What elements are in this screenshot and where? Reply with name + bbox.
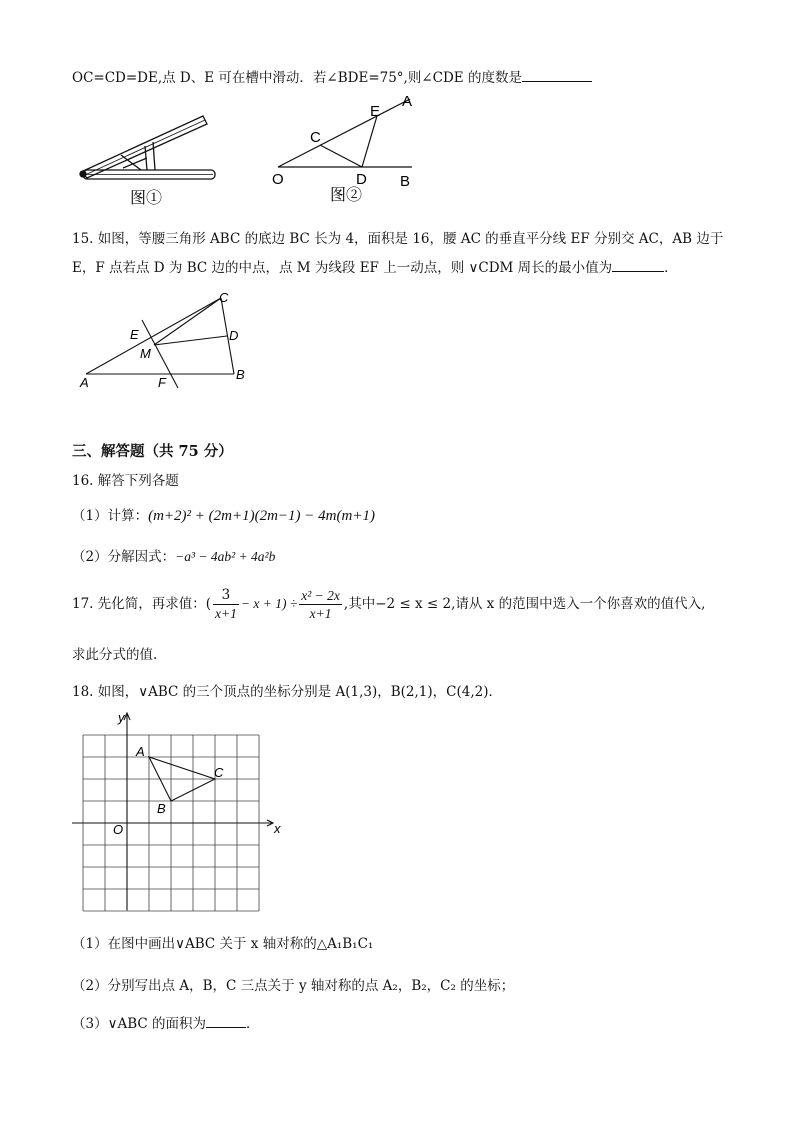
- q15-answer-blank: [612, 257, 664, 272]
- label-D: D: [356, 171, 367, 188]
- point-A-label: A: [136, 744, 145, 759]
- q18-part3: （3）∨ABC 的面积为 ．: [72, 1012, 260, 1032]
- q15-line1: 15. 如图，等腰三角形 ABC 的底边 BC 长为 4，面积是 16，腰 AC 的垂直平分线 EF 分别交 AC，AB 边于: [72, 231, 724, 247]
- y-axis-label: y: [118, 710, 125, 725]
- q16-part2: （2）分解因式：−a³ − 4ab² + 4a²b: [72, 549, 276, 565]
- figure-15-triangle: [76, 290, 256, 390]
- q18-part1: （1）在图中画出∨ABC 关于 x 轴对称的△A₁B₁C₁: [72, 936, 374, 952]
- q18-answer-blank: [206, 1013, 246, 1028]
- label-C: C: [219, 290, 229, 305]
- q15-line2: E，F 点若点 D 为 BC 边的中点，点 M 为线段 EF 上一动点，则 ∨CDM 周长的最小值为 ．: [72, 256, 678, 276]
- label-B: B: [400, 173, 411, 190]
- q16-title: 16. 解答下列各题: [72, 473, 179, 489]
- q14-answer-blank: [522, 67, 592, 82]
- label-A: A: [80, 375, 89, 390]
- x-axis-label: x: [274, 821, 281, 836]
- q17-line1: 17. 先化简，再求值：( $\frac{3}{x+1}$ − x + 1) ÷ $\frac{\text{x² − 2x}}{x+1}$ ,其中−2 ≤ x ≤ 2,请从 x 的范围中选入一个你喜欢的值代入,: [72, 587, 706, 621]
- q17-line2: 求此分式的值.: [72, 647, 158, 663]
- fig14-label1: 图①: [130, 190, 163, 207]
- side-AC: [86, 298, 221, 374]
- point-B-label: B: [157, 801, 166, 816]
- point-C-label: C: [214, 765, 224, 780]
- q18-title: 18. 如图，∨ABC 的三个顶点的坐标分别是 A(1,3)，B(2,1)，C(4,2)．: [72, 684, 502, 700]
- label-B: B: [236, 367, 245, 382]
- figure-14-tool: [75, 108, 215, 207]
- label-A: A: [402, 93, 413, 110]
- segment-CD: [320, 145, 362, 167]
- segment-DE: [362, 116, 377, 167]
- section-title: 三、解答题（共 75 分）: [72, 443, 233, 460]
- ray-OA: [278, 99, 410, 167]
- label-D: D: [229, 328, 239, 343]
- tool-arm: [81, 116, 207, 178]
- label-C: C: [310, 129, 321, 146]
- label-O: O: [272, 171, 284, 188]
- figure-18-grid: [70, 710, 280, 915]
- fig14-label2: 图②: [330, 187, 363, 204]
- label-M: M: [140, 346, 151, 361]
- q16-part1: （1）计算：(m+2)² + (2m+1)(2m−1) − 4m(m+1): [72, 508, 375, 524]
- figure-14-diagram: [272, 93, 422, 204]
- q14-text: OC=CD=DE,点 D、E 可在槽中滑动．若∠BDE=75°,则∠CDE 的度数是: [72, 66, 592, 86]
- q18-part2: （2）分别写出点 A，B，C 三点关于 y 轴对称的点 A₂，B₂，C₂ 的坐标；: [72, 978, 515, 994]
- label-F: F: [158, 375, 166, 390]
- label-E: E: [370, 103, 381, 120]
- label-E: E: [130, 327, 139, 342]
- origin-label: O: [113, 822, 124, 837]
